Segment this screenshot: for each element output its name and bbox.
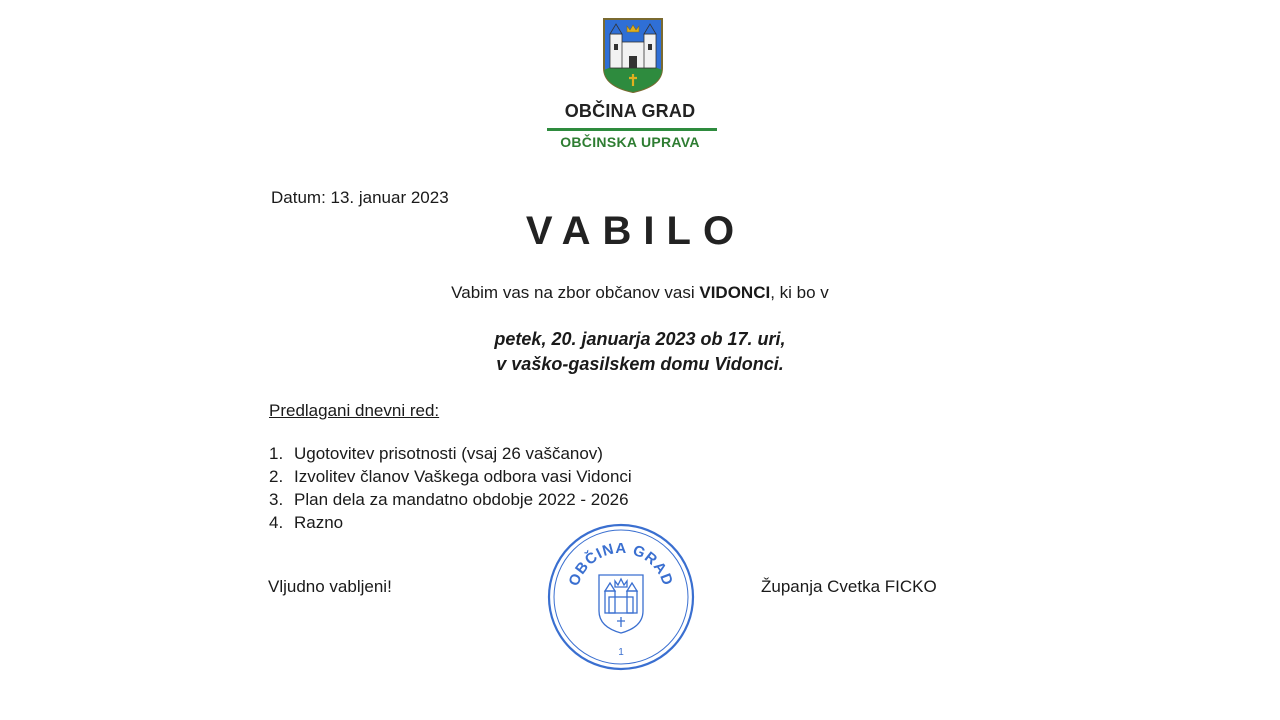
official-stamp-icon [545,521,697,673]
agenda-item-text: Izvolitev članov Vaškega odbora vasi Vidonci [294,467,632,486]
agenda-item [269,488,632,511]
svg-text:OBČINA GRAD [566,540,677,588]
agenda-item-text: Ugotovitev prisotnosti (vsaj 26 vaščanov) [294,444,603,463]
stamp-text: OBČINA GRAD [565,540,677,589]
agenda-item-number: 2. [269,467,284,486]
invitation-line [340,283,940,303]
agenda-item [269,465,632,488]
agenda-heading: Predlagani dnevni red: [269,401,440,420]
agenda-item-text: Razno [294,513,344,532]
agenda-item [269,442,632,465]
event-date-time: petek, 20. januarja 2023 ob 17. uri, [494,329,786,349]
agenda-item-number: 4. [269,513,284,532]
agenda-item-number: 3. [269,490,284,509]
org-name: OBČINA GRAD [564,101,696,121]
agenda-item-text: Plan dela za mandatno obdobje 2022 - 2026 [294,490,629,509]
agenda-item-number: 1. [269,444,284,463]
org-department: OBČINSKA UPRAVA [560,134,700,150]
signatory-name: Županja Cvetka FICKO [761,577,937,596]
event-location: v vaško-gasilskem domu Vidonci. [496,354,784,374]
closing-line: Vljudno vabljeni! [268,577,392,596]
invitation-text-start: Vabim vas na zbor občanov vasi [451,283,700,302]
date-line: Datum: 13. januar 2023 [271,188,449,207]
village-name: VIDONCI [699,283,771,302]
coat-of-arms-icon [601,16,665,94]
stamp-number: 1 [618,647,624,658]
invitation-text-end: , ki bo v [770,283,829,302]
header-divider [547,128,717,131]
document-title: VABILO [525,209,747,253]
